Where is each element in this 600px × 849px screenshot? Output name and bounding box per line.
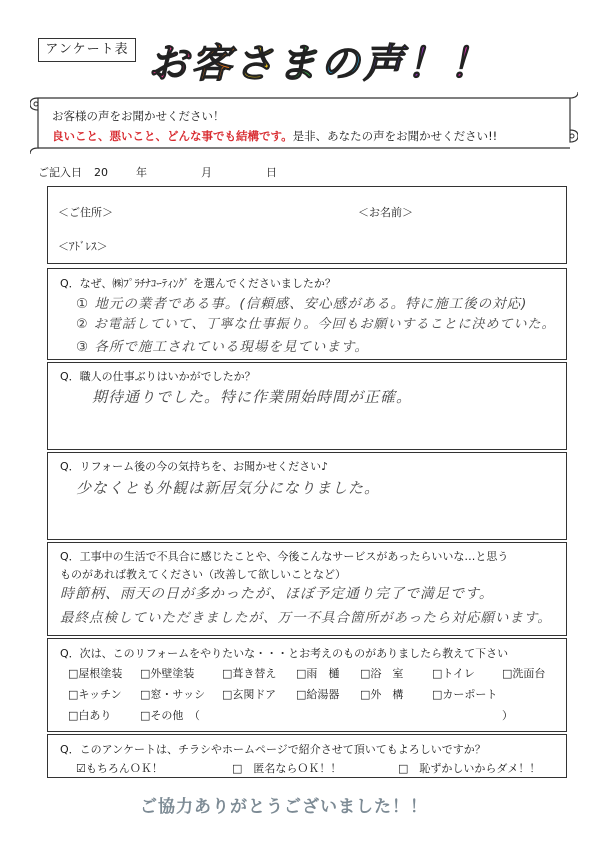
thanks-message: ご協力ありがとうございました！！ (140, 797, 428, 817)
page-title (148, 32, 492, 89)
q2-answer: 期待通りでした。特に作業開始時間が正確。 (92, 388, 413, 406)
checkbox-termite[interactable]: □白あり (68, 709, 112, 722)
intro-rest: 是非、あなたの声をお聞かせください!! (292, 129, 498, 143)
title-char: 声 (363, 41, 406, 87)
date-month: 月 (201, 166, 212, 179)
date-day: 日 (266, 166, 277, 179)
checkbox-kitchen[interactable]: □キッチン (68, 688, 122, 701)
q1-question: Q．なぜ、㈱ﾌﾟﾗﾁﾅｺｰﾃｨﾝｸﾞ を選んでくださいましたか？ (60, 277, 336, 290)
title-char: ま (277, 41, 320, 87)
contact-box (47, 186, 567, 264)
intro-emphasis: 良いこと、悪いこと、どんな事でも結構です。 (52, 129, 293, 143)
checkbox-water-heater[interactable]: □給湯器 (296, 688, 340, 701)
checkbox-other[interactable]: □その他 （ (140, 709, 200, 722)
q1-answer-2: ② お電話していて、丁寧な仕事振り。今回もお願いすることに決めていた。 (76, 317, 556, 332)
other-close-paren: ） (502, 709, 513, 722)
q1-answer-3: ③ 各所で施工されている現場を見ています。 (76, 339, 369, 355)
name-label: ＜お名前＞ (358, 206, 413, 219)
q5-question: Q．次は、このリフォームをやりたいな・・・とお考えのものがありましたら教えて下さい (60, 647, 509, 660)
q2-question: Q．職人の仕事ぶりはいかがでしたか？ (60, 370, 256, 383)
checkbox-bathroom[interactable]: □浴 室 (360, 667, 404, 680)
q4-answer-line1: 時節柄、雨天の日が多かったが、ほぼ予定通り完了で満足です。 (60, 586, 494, 602)
title-char: ！ (449, 41, 492, 87)
checkbox-entrance-door[interactable]: □玄関ドア (222, 688, 277, 701)
title-char: お (148, 41, 191, 87)
checkbox-wall-paint[interactable]: □外壁塗装 (140, 667, 195, 680)
survey-tag: アンケート表 (38, 38, 136, 62)
title-char: 客 (191, 41, 234, 87)
q1-answer-1: ① 地元の業者である事。(信頼感、安心感がある。特に施工後の対応) (76, 296, 528, 312)
q3-question: Q．リフォーム後の今の気持ちを、お聞かせください♪ (60, 460, 329, 473)
title-char: さ (234, 41, 277, 87)
q4-question-line1: Q．工事中の生活で不具合に感じたことや、今後こんなサービスがあったらいいな…と思う (60, 550, 509, 563)
intro-line1: お客様の声をお聞かせください！ (52, 109, 225, 123)
date-label: ご記入日 (38, 166, 82, 179)
checkbox-exterior[interactable]: □外 構 (360, 688, 404, 701)
intro-line2 (52, 128, 497, 144)
address-label: ＜ご住所＞ (58, 206, 113, 219)
option-anonymous-ok[interactable]: □ 匿名ならＯＫ！！ (232, 762, 342, 775)
option-ok[interactable]: ☑もちろんＯＫ！ (76, 762, 163, 775)
q4-answer-line2: 最終点検していただきましたが、万一不具合箇所があったら対応願います。 (60, 610, 552, 626)
q3-answer: 少なくとも外観は新居気分になりました。 (76, 479, 381, 497)
q6-question: Q．このアンケートは、チラシやホームページで紹介させて頂いてもよろしいですか？ (60, 743, 486, 756)
q4-question-line2: ものがあれば教えてください（改善して欲しいことなど） (60, 568, 346, 581)
option-not-ok[interactable]: □ 恥ずかしいからダメ！！ (398, 762, 541, 775)
checkbox-carport[interactable]: □カーポート (432, 688, 498, 701)
checkbox-gutter[interactable]: □雨 樋 (296, 667, 340, 680)
date-year: 年 (136, 166, 147, 179)
checkbox-window[interactable]: □窓・サッシ (140, 688, 206, 701)
checkbox-reroof[interactable]: □葺き替え (222, 667, 277, 680)
checkbox-washbasin[interactable]: □洗面台 (502, 667, 546, 680)
checkbox-toilet[interactable]: □トイレ (432, 667, 475, 680)
title-char: の (320, 41, 363, 87)
title-char: ！ (406, 41, 449, 87)
date-row (38, 164, 277, 180)
email-label: ＜ｱﾄﾞﾚｽ＞ (58, 240, 108, 253)
checkbox-roof-paint[interactable]: □屋根塗装 (68, 667, 123, 680)
date-year-prefix: 20 (94, 166, 108, 179)
